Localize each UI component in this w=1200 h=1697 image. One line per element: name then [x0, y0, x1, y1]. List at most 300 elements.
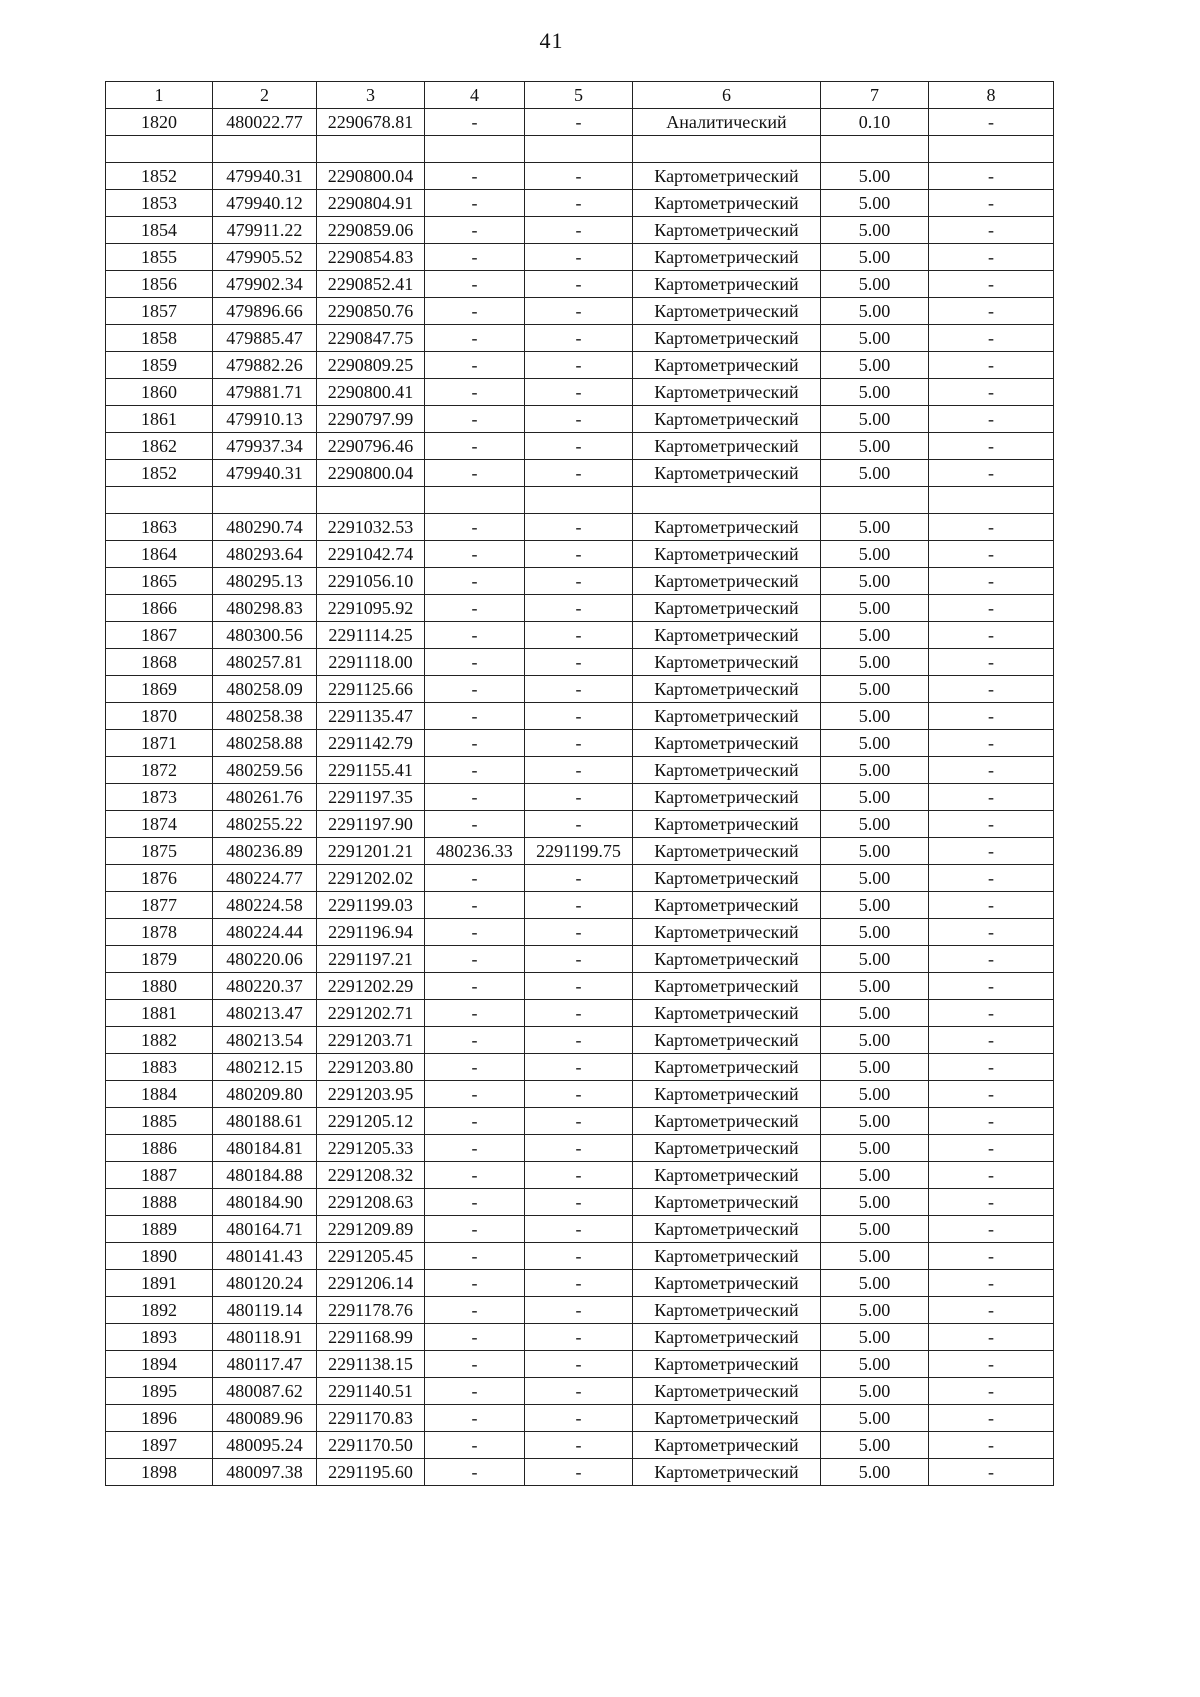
table-cell: - [425, 973, 525, 1000]
table-cell: Картометрический [633, 568, 821, 595]
table-cell: 1893 [106, 1324, 213, 1351]
table-cell: - [525, 163, 633, 190]
table-cell: Картометрический [633, 1405, 821, 1432]
table-cell: 479881.71 [213, 379, 317, 406]
table-row [106, 1081, 1054, 1108]
table-cell: 2291095.92 [317, 595, 425, 622]
table-row [106, 1432, 1054, 1459]
table-cell: 5.00 [821, 325, 929, 352]
group-separator-row [106, 136, 1054, 163]
table-cell: - [929, 190, 1054, 217]
table-cell: - [929, 622, 1054, 649]
separator-cell [929, 136, 1054, 163]
table-cell: 479882.26 [213, 352, 317, 379]
table-cell: - [525, 109, 633, 136]
table-cell: 2291199.03 [317, 892, 425, 919]
table-cell: - [525, 1243, 633, 1270]
table-cell: 1852 [106, 163, 213, 190]
table-cell: 480188.61 [213, 1108, 317, 1135]
table-cell: 1869 [106, 676, 213, 703]
table-cell: Картометрический [633, 1297, 821, 1324]
table-cell: 480224.44 [213, 919, 317, 946]
table-cell: Картометрический [633, 1000, 821, 1027]
table-row [106, 1027, 1054, 1054]
table-cell: 1858 [106, 325, 213, 352]
table-cell: 5.00 [821, 1270, 929, 1297]
table-cell: 1879 [106, 946, 213, 973]
table-cell: 480184.81 [213, 1135, 317, 1162]
table-cell: 2291125.66 [317, 676, 425, 703]
table-cell: 2290800.04 [317, 460, 425, 487]
table-cell: 1877 [106, 892, 213, 919]
table-cell: - [929, 838, 1054, 865]
table-cell: - [525, 1189, 633, 1216]
table-cell: 1872 [106, 757, 213, 784]
table-cell: 5.00 [821, 973, 929, 1000]
table-cell: - [425, 406, 525, 433]
table-cell: Картометрический [633, 190, 821, 217]
table-cell: Картометрический [633, 1135, 821, 1162]
table-cell: 2291114.25 [317, 622, 425, 649]
table-row [106, 541, 1054, 568]
table-cell: 5.00 [821, 649, 929, 676]
table-cell: - [425, 379, 525, 406]
table-row [106, 1000, 1054, 1027]
table-cell: - [929, 379, 1054, 406]
table-cell: 5.00 [821, 946, 929, 973]
table-cell: 5.00 [821, 1135, 929, 1162]
table-cell: Картометрический [633, 1324, 821, 1351]
table-cell: - [525, 190, 633, 217]
table-cell: 1892 [106, 1297, 213, 1324]
table-cell: - [929, 1324, 1054, 1351]
table-cell: - [525, 1135, 633, 1162]
table-cell: 5.00 [821, 1027, 929, 1054]
column-header: 3 [317, 82, 425, 109]
table-cell: 5.00 [821, 1405, 929, 1432]
table-row [106, 838, 1054, 865]
table-cell: 2291197.35 [317, 784, 425, 811]
table-cell: - [929, 919, 1054, 946]
table-cell: - [425, 1135, 525, 1162]
table-cell: 1885 [106, 1108, 213, 1135]
table-cell: 480184.88 [213, 1162, 317, 1189]
table-row [106, 1054, 1054, 1081]
table-row [106, 1108, 1054, 1135]
table-cell: 5.00 [821, 1108, 929, 1135]
table-cell: - [425, 217, 525, 244]
separator-cell [525, 487, 633, 514]
table-cell: - [929, 271, 1054, 298]
table-cell: Картометрический [633, 1081, 821, 1108]
table-row [106, 1270, 1054, 1297]
table-cell: 5.00 [821, 460, 929, 487]
table-cell: 5.00 [821, 541, 929, 568]
table-cell: 2291205.33 [317, 1135, 425, 1162]
table-cell: - [929, 541, 1054, 568]
table-cell: 1886 [106, 1135, 213, 1162]
table-cell: 2291197.90 [317, 811, 425, 838]
table-cell: - [425, 622, 525, 649]
table-cell: - [929, 946, 1054, 973]
table-cell: - [929, 433, 1054, 460]
table-cell: Картометрический [633, 325, 821, 352]
table-cell: 1882 [106, 1027, 213, 1054]
table-cell: - [525, 271, 633, 298]
table-cell: 480224.77 [213, 865, 317, 892]
table-cell: 480118.91 [213, 1324, 317, 1351]
table-cell: 2291205.45 [317, 1243, 425, 1270]
table-cell: - [525, 541, 633, 568]
table-cell: 2291203.71 [317, 1027, 425, 1054]
table-cell: 5.00 [821, 1459, 929, 1486]
table-cell: - [425, 190, 525, 217]
coordinates-table [105, 81, 1054, 1486]
table-row [106, 784, 1054, 811]
table-cell: 1888 [106, 1189, 213, 1216]
table-cell: - [929, 1054, 1054, 1081]
table-row [106, 1324, 1054, 1351]
table-cell: - [525, 1378, 633, 1405]
table-cell: 1883 [106, 1054, 213, 1081]
table-cell: - [425, 244, 525, 271]
table-cell: 2291202.29 [317, 973, 425, 1000]
table-cell: - [525, 1216, 633, 1243]
table-cell: Картометрический [633, 703, 821, 730]
table-cell: 2290804.91 [317, 190, 425, 217]
table-cell: 1863 [106, 514, 213, 541]
table-cell: Картометрический [633, 865, 821, 892]
table-cell: Картометрический [633, 1459, 821, 1486]
table-cell: 1866 [106, 595, 213, 622]
table-row [106, 919, 1054, 946]
table-cell: 5.00 [821, 1162, 929, 1189]
table-cell: - [525, 1405, 633, 1432]
table-cell: Картометрический [633, 1432, 821, 1459]
table-cell: 2291195.60 [317, 1459, 425, 1486]
table-cell: - [525, 811, 633, 838]
table-cell: - [425, 514, 525, 541]
table-cell: Картометрический [633, 1162, 821, 1189]
table-cell: 480212.15 [213, 1054, 317, 1081]
table-cell: 5.00 [821, 217, 929, 244]
table-cell: - [425, 730, 525, 757]
table-row [106, 811, 1054, 838]
table-cell: - [929, 1432, 1054, 1459]
table-cell: - [425, 1378, 525, 1405]
table-row [106, 595, 1054, 622]
separator-cell [821, 487, 929, 514]
table-cell: - [525, 1000, 633, 1027]
table-cell: 5.00 [821, 406, 929, 433]
table-cell: 2291206.14 [317, 1270, 425, 1297]
table-cell: 480220.06 [213, 946, 317, 973]
table-cell: - [425, 1432, 525, 1459]
table-cell: 5.00 [821, 811, 929, 838]
table-cell: 5.00 [821, 595, 929, 622]
table-cell: - [525, 568, 633, 595]
table-cell: 479940.31 [213, 460, 317, 487]
table-cell: - [929, 730, 1054, 757]
table-cell: 2291170.50 [317, 1432, 425, 1459]
table-cell: - [929, 703, 1054, 730]
table-cell: 1875 [106, 838, 213, 865]
table-cell: Картометрический [633, 244, 821, 271]
table-row [106, 703, 1054, 730]
table-cell: 2291205.12 [317, 1108, 425, 1135]
table-cell: 1889 [106, 1216, 213, 1243]
table-cell: 479896.66 [213, 298, 317, 325]
table-cell: 5.00 [821, 1324, 929, 1351]
table-cell: 2291203.80 [317, 1054, 425, 1081]
table-cell: Картометрический [633, 1108, 821, 1135]
table-cell: 1861 [106, 406, 213, 433]
table-cell: - [929, 298, 1054, 325]
table-cell: 2291056.10 [317, 568, 425, 595]
table-cell: 5.00 [821, 1351, 929, 1378]
table-cell: 2290800.04 [317, 163, 425, 190]
table-cell: 5.00 [821, 1054, 929, 1081]
table-cell: - [425, 1270, 525, 1297]
table-cell: 1898 [106, 1459, 213, 1486]
table-cell: 480095.24 [213, 1432, 317, 1459]
table-cell: 5.00 [821, 271, 929, 298]
table-cell: 2291208.32 [317, 1162, 425, 1189]
table-cell: - [425, 460, 525, 487]
table-cell: Картометрический [633, 541, 821, 568]
table-cell: 1895 [106, 1378, 213, 1405]
table-row [106, 946, 1054, 973]
table-cell: 480258.38 [213, 703, 317, 730]
table-cell: - [525, 946, 633, 973]
table-cell: 480255.22 [213, 811, 317, 838]
table-cell: - [425, 865, 525, 892]
table-cell: 1894 [106, 1351, 213, 1378]
table-cell: 2291170.83 [317, 1405, 425, 1432]
table-cell: - [425, 784, 525, 811]
table-cell: 480120.24 [213, 1270, 317, 1297]
table-cell: - [425, 1162, 525, 1189]
table-cell: 5.00 [821, 1243, 929, 1270]
table-row [106, 1351, 1054, 1378]
table-cell: 1867 [106, 622, 213, 649]
table-cell: 1873 [106, 784, 213, 811]
table-cell: Картометрический [633, 406, 821, 433]
table-cell: - [525, 298, 633, 325]
table-row [106, 352, 1054, 379]
table-cell: 2291032.53 [317, 514, 425, 541]
table-cell: - [929, 217, 1054, 244]
table-cell: - [929, 1027, 1054, 1054]
table-cell: 5.00 [821, 784, 929, 811]
table-cell: 5.00 [821, 622, 929, 649]
table-cell: Картометрический [633, 271, 821, 298]
table-cell: 2291140.51 [317, 1378, 425, 1405]
table-cell: - [425, 649, 525, 676]
table-cell: 480259.56 [213, 757, 317, 784]
table-cell: 1854 [106, 217, 213, 244]
table-cell: - [425, 568, 525, 595]
table-cell: 1876 [106, 865, 213, 892]
table-cell: 5.00 [821, 703, 929, 730]
table-cell: - [425, 1108, 525, 1135]
table-cell: Картометрический [633, 676, 821, 703]
table-cell: 5.00 [821, 1216, 929, 1243]
table-cell: - [425, 595, 525, 622]
table-cell: 2291168.99 [317, 1324, 425, 1351]
table-cell: Картометрический [633, 1270, 821, 1297]
table-row [106, 1243, 1054, 1270]
table-cell: Картометрический [633, 352, 821, 379]
table-cell: 479902.34 [213, 271, 317, 298]
table-cell: - [525, 973, 633, 1000]
table-cell: 480022.77 [213, 109, 317, 136]
table-cell: Картометрический [633, 1378, 821, 1405]
table-cell: 479911.22 [213, 217, 317, 244]
table-row [106, 730, 1054, 757]
table-cell: 1852 [106, 460, 213, 487]
table-cell: - [525, 757, 633, 784]
table-cell: Картометрический [633, 514, 821, 541]
table-cell: Картометрический [633, 973, 821, 1000]
table-cell: Картометрический [633, 622, 821, 649]
table-cell: - [525, 703, 633, 730]
table-cell: - [525, 595, 633, 622]
table-row [106, 325, 1054, 352]
table-cell: 480164.71 [213, 1216, 317, 1243]
table-cell: Картометрический [633, 1189, 821, 1216]
table-cell: - [525, 1270, 633, 1297]
table-cell: 480236.89 [213, 838, 317, 865]
table-cell: - [929, 1243, 1054, 1270]
table-cell: Картометрический [633, 298, 821, 325]
table-cell: - [425, 1459, 525, 1486]
separator-cell [317, 136, 425, 163]
table-cell: 2290796.46 [317, 433, 425, 460]
table-cell: - [929, 568, 1054, 595]
table-cell: - [425, 1351, 525, 1378]
table-row [106, 865, 1054, 892]
table-cell: - [425, 1297, 525, 1324]
table-row [106, 1189, 1054, 1216]
table-row [106, 433, 1054, 460]
table-cell: 1881 [106, 1000, 213, 1027]
table-cell: Картометрический [633, 946, 821, 973]
table-cell: 2290850.76 [317, 298, 425, 325]
table-cell: - [425, 109, 525, 136]
separator-cell [213, 487, 317, 514]
table-cell: Картометрический [633, 1054, 821, 1081]
table-cell: 1859 [106, 352, 213, 379]
table-cell: 5.00 [821, 244, 929, 271]
table-cell: 1891 [106, 1270, 213, 1297]
table-row [106, 1135, 1054, 1162]
table-cell: Картометрический [633, 649, 821, 676]
table-cell: 2291042.74 [317, 541, 425, 568]
table-cell: 480209.80 [213, 1081, 317, 1108]
column-header: 2 [213, 82, 317, 109]
table-cell: - [525, 676, 633, 703]
table-cell: 480097.38 [213, 1459, 317, 1486]
table-cell: 5.00 [821, 190, 929, 217]
table-cell: Картометрический [633, 1027, 821, 1054]
table-cell: - [929, 811, 1054, 838]
table-cell: 2291208.63 [317, 1189, 425, 1216]
table-cell: - [929, 757, 1054, 784]
table-cell: 1880 [106, 973, 213, 1000]
table-cell: - [525, 460, 633, 487]
table-cell: 480290.74 [213, 514, 317, 541]
table-row [106, 568, 1054, 595]
table-cell: - [525, 514, 633, 541]
table-cell: - [525, 1351, 633, 1378]
table-cell: 5.00 [821, 163, 929, 190]
table-cell: 2291197.21 [317, 946, 425, 973]
table-cell: 5.00 [821, 379, 929, 406]
table-cell: - [425, 352, 525, 379]
table-cell: - [525, 352, 633, 379]
table-header-row [106, 82, 1054, 109]
table-cell: 5.00 [821, 757, 929, 784]
table-cell: 2290854.83 [317, 244, 425, 271]
table-cell: Картометрический [633, 163, 821, 190]
table-cell: 5.00 [821, 1189, 929, 1216]
table-cell: - [929, 1351, 1054, 1378]
table-cell: - [525, 649, 633, 676]
table-cell: - [525, 379, 633, 406]
table-cell: - [425, 163, 525, 190]
table-cell: Картометрический [633, 433, 821, 460]
table-cell: 2291202.71 [317, 1000, 425, 1027]
table-cell: 2291196.94 [317, 919, 425, 946]
table-cell: - [929, 1270, 1054, 1297]
table-cell: - [929, 460, 1054, 487]
table-cell: - [425, 271, 525, 298]
table-cell: 480213.47 [213, 1000, 317, 1027]
table-cell: - [929, 352, 1054, 379]
table-cell: - [425, 919, 525, 946]
table-row [106, 1459, 1054, 1486]
column-header: 1 [106, 82, 213, 109]
table-cell: - [525, 1162, 633, 1189]
table-cell: - [525, 1459, 633, 1486]
table-cell: Картометрический [633, 1216, 821, 1243]
table-cell: - [929, 244, 1054, 271]
column-header: 6 [633, 82, 821, 109]
table-cell: 1864 [106, 541, 213, 568]
table-cell: - [425, 1324, 525, 1351]
table-cell: 1890 [106, 1243, 213, 1270]
table-cell: 1874 [106, 811, 213, 838]
table-cell: 479940.12 [213, 190, 317, 217]
table-cell: - [929, 649, 1054, 676]
column-header: 5 [525, 82, 633, 109]
table-cell: 1853 [106, 190, 213, 217]
table-cell: 1897 [106, 1432, 213, 1459]
table-cell: 480141.43 [213, 1243, 317, 1270]
table-cell: Картометрический [633, 379, 821, 406]
table-cell: - [525, 865, 633, 892]
table-cell: 480087.62 [213, 1378, 317, 1405]
table-cell: 1860 [106, 379, 213, 406]
table-cell: 479910.13 [213, 406, 317, 433]
separator-cell [106, 136, 213, 163]
table-cell: 2291135.47 [317, 703, 425, 730]
table-cell: - [525, 244, 633, 271]
table-cell: - [425, 433, 525, 460]
table-row [106, 1216, 1054, 1243]
table-cell: 479885.47 [213, 325, 317, 352]
